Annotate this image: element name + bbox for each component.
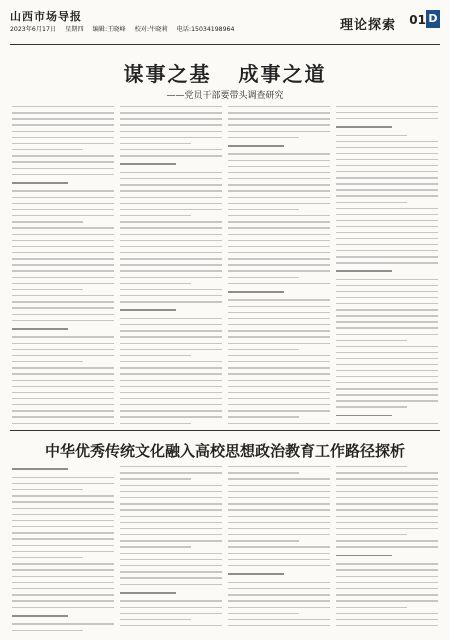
- article1-column: [228, 106, 330, 424]
- article2-column: [12, 466, 114, 632]
- masthead-rule: [10, 44, 440, 45]
- masthead: [10, 6, 440, 42]
- page-letter-badge: D: [426, 10, 440, 28]
- editor-credit: 编辑:王晓峰: [92, 26, 126, 33]
- masthead-info: [10, 24, 241, 33]
- section-title: 理论探索: [339, 18, 396, 33]
- issue-weekday: 星期四: [65, 26, 84, 33]
- proofreader-credit: 校对:牛晓莉: [134, 26, 168, 33]
- article-divider: [10, 430, 440, 431]
- article1-column: [120, 106, 222, 424]
- page-number: 01: [409, 13, 426, 27]
- paper-name: 山西市场导报: [10, 10, 82, 23]
- issue-date: 2023年6月17日: [10, 26, 57, 33]
- article1-body: [12, 106, 438, 424]
- contact-phone: 电话:15034198964: [176, 26, 235, 33]
- article1-headline: 谋事之基 成事之道: [123, 62, 327, 86]
- article2-body: [12, 466, 438, 632]
- article1-column: [336, 106, 438, 424]
- article2-column: [228, 466, 330, 632]
- article2-column: [120, 466, 222, 632]
- article1-column: [12, 106, 114, 424]
- article2-column: [336, 466, 438, 632]
- article1-subheading: ——党员干部要带头调查研究: [166, 91, 284, 101]
- article2-headline: 中华优秀传统文化融入高校思想政治教育工作路径探析: [44, 442, 405, 460]
